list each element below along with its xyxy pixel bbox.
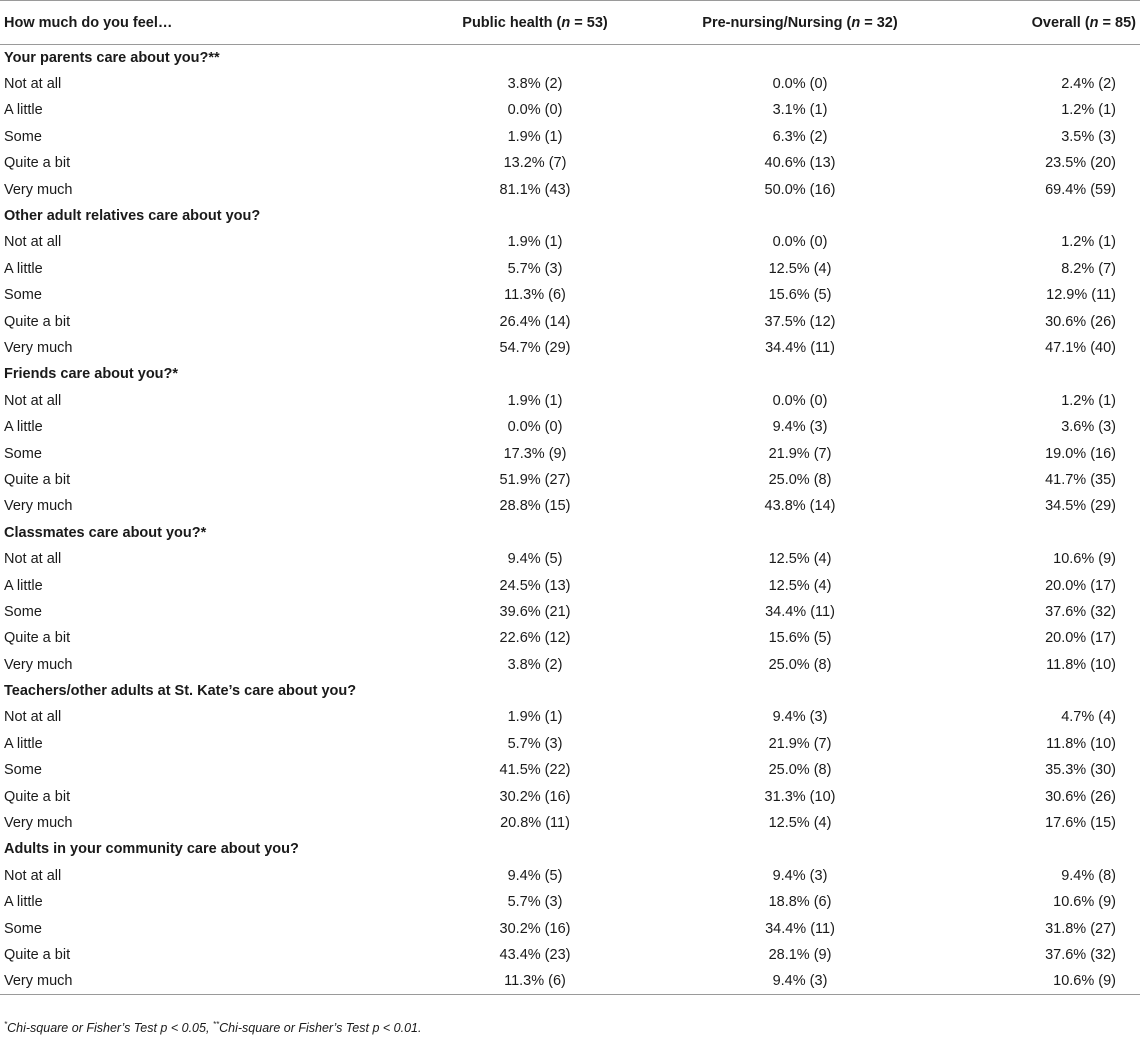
cell-public-health: 11.3% (6) bbox=[504, 973, 566, 990]
cell-public-health: 9.4% (5) bbox=[507, 867, 563, 884]
cell-public-health: 1.9% (1) bbox=[507, 709, 563, 726]
cell-nursing: 12.5% (4) bbox=[768, 577, 832, 594]
row-label: Quite a bit bbox=[4, 788, 71, 805]
table-row bbox=[0, 810, 1140, 836]
section-title: Other adult relatives care about you? bbox=[4, 208, 261, 225]
cell-nursing: 0.0% (0) bbox=[772, 76, 828, 93]
section-header-row bbox=[0, 836, 1140, 862]
cell-overall: 69.4% (59) bbox=[1045, 181, 1116, 198]
section-header-row bbox=[0, 520, 1140, 546]
cell-nursing: 12.5% (4) bbox=[768, 551, 832, 568]
row-label: Not at all bbox=[4, 234, 62, 251]
cell-nursing: 9.4% (3) bbox=[772, 973, 828, 990]
table-row bbox=[0, 783, 1140, 809]
cell-public-health: 30.2% (16) bbox=[499, 788, 571, 805]
row-label: Some bbox=[4, 603, 42, 620]
cell-public-health: 1.9% (1) bbox=[507, 234, 563, 251]
cell-overall: 10.6% (9) bbox=[1053, 894, 1116, 911]
cell-public-health: 51.9% (27) bbox=[499, 471, 571, 488]
cell-nursing: 34.4% (11) bbox=[765, 920, 835, 937]
cell-overall: 10.6% (9) bbox=[1053, 973, 1116, 990]
row-label: Not at all bbox=[4, 76, 62, 93]
row-label: A little bbox=[4, 735, 43, 752]
cell-public-health: 81.1% (43) bbox=[499, 181, 571, 198]
cell-overall: 19.0% (16) bbox=[1045, 445, 1116, 462]
cell-overall: 10.6% (9) bbox=[1053, 551, 1116, 568]
table-row bbox=[0, 176, 1140, 202]
header-public-health: Public health (n = 53) bbox=[462, 14, 608, 31]
table-row bbox=[0, 308, 1140, 334]
cell-public-health: 5.7% (3) bbox=[507, 894, 563, 911]
cell-nursing: 21.9% (7) bbox=[768, 735, 832, 752]
cell-nursing: 40.6% (13) bbox=[764, 155, 836, 172]
row-label: Some bbox=[4, 445, 42, 462]
cell-nursing: 15.6% (5) bbox=[768, 287, 832, 304]
cell-nursing: 25.0% (8) bbox=[768, 762, 832, 779]
table-row bbox=[0, 229, 1140, 255]
row-label: A little bbox=[4, 419, 43, 436]
row-label: Quite a bit bbox=[4, 313, 71, 330]
cell-nursing: 12.5% (4) bbox=[768, 260, 832, 277]
cell-nursing: 15.6% (5) bbox=[768, 630, 832, 647]
row-label: Not at all bbox=[4, 867, 62, 884]
cell-public-health: 39.6% (21) bbox=[499, 603, 571, 620]
cell-public-health: 17.3% (9) bbox=[503, 445, 567, 462]
cell-nursing: 34.4% (11) bbox=[765, 339, 835, 356]
cell-nursing: 25.0% (8) bbox=[768, 471, 832, 488]
cell-overall: 31.8% (27) bbox=[1045, 920, 1116, 937]
row-label: Very much bbox=[4, 339, 73, 356]
section-header-row bbox=[0, 678, 1140, 704]
cell-overall: 37.6% (32) bbox=[1045, 946, 1116, 963]
cell-public-health: 20.8% (11) bbox=[500, 815, 570, 832]
cell-nursing: 31.3% (10) bbox=[764, 788, 836, 805]
cell-overall: 3.5% (3) bbox=[1061, 128, 1116, 145]
table-row bbox=[0, 572, 1140, 598]
cell-public-health: 1.9% (1) bbox=[507, 392, 563, 409]
cell-nursing: 25.0% (8) bbox=[768, 656, 832, 673]
row-label: Not at all bbox=[4, 551, 62, 568]
cell-nursing: 37.5% (12) bbox=[764, 313, 836, 330]
cell-overall: 23.5% (20) bbox=[1045, 155, 1116, 172]
cell-public-health: 24.5% (13) bbox=[499, 577, 571, 594]
cell-nursing: 28.1% (9) bbox=[768, 946, 832, 963]
cell-public-health: 5.7% (3) bbox=[507, 735, 563, 752]
row-label: A little bbox=[4, 894, 43, 911]
row-label: Quite a bit bbox=[4, 946, 71, 963]
cell-public-health: 26.4% (14) bbox=[499, 313, 571, 330]
table-row bbox=[0, 731, 1140, 757]
row-label: A little bbox=[4, 260, 43, 277]
cell-public-health: 13.2% (7) bbox=[503, 155, 567, 172]
cell-nursing: 34.4% (11) bbox=[765, 603, 835, 620]
section-header-row bbox=[0, 45, 1140, 71]
cell-nursing: 43.8% (14) bbox=[764, 498, 836, 515]
cell-nursing: 50.0% (16) bbox=[764, 181, 836, 198]
row-label: Very much bbox=[4, 181, 73, 198]
row-label: Quite a bit bbox=[4, 155, 71, 172]
cell-overall: 34.5% (29) bbox=[1045, 498, 1116, 515]
cell-public-health: 0.0% (0) bbox=[507, 102, 563, 119]
cell-nursing: 3.1% (1) bbox=[772, 102, 828, 119]
header-row bbox=[0, 1, 1140, 45]
table-row bbox=[0, 968, 1140, 994]
table-row bbox=[0, 388, 1140, 414]
table-row bbox=[0, 440, 1140, 466]
cell-nursing: 21.9% (7) bbox=[768, 445, 832, 462]
cell-public-health: 1.9% (1) bbox=[507, 128, 563, 145]
cell-overall: 4.7% (4) bbox=[1061, 709, 1116, 726]
cell-overall: 35.3% (30) bbox=[1045, 762, 1116, 779]
table-row bbox=[0, 651, 1140, 677]
cell-overall: 17.6% (15) bbox=[1045, 815, 1116, 832]
cell-nursing: 12.5% (4) bbox=[768, 815, 832, 832]
cell-overall: 1.2% (1) bbox=[1061, 392, 1116, 409]
row-label: Some bbox=[4, 762, 42, 779]
table-row bbox=[0, 414, 1140, 440]
cell-overall: 37.6% (32) bbox=[1045, 603, 1116, 620]
row-label: Quite a bit bbox=[4, 471, 71, 488]
row-label: Some bbox=[4, 920, 42, 937]
table-body bbox=[0, 45, 1140, 995]
table-row bbox=[0, 889, 1140, 915]
cell-public-health: 30.2% (16) bbox=[499, 920, 571, 937]
table-row bbox=[0, 942, 1140, 968]
cell-public-health: 54.7% (29) bbox=[499, 339, 571, 356]
section-header-row bbox=[0, 203, 1140, 229]
table-row bbox=[0, 704, 1140, 730]
cell-public-health: 22.6% (12) bbox=[499, 630, 571, 647]
table-row bbox=[0, 546, 1140, 572]
cell-nursing: 9.4% (3) bbox=[772, 419, 828, 436]
table-row bbox=[0, 757, 1140, 783]
cell-overall: 1.2% (1) bbox=[1061, 234, 1116, 251]
section-title: Your parents care about you?** bbox=[4, 49, 220, 66]
table-row bbox=[0, 256, 1140, 282]
cell-nursing: 0.0% (0) bbox=[772, 234, 828, 251]
cell-overall: 2.4% (2) bbox=[1061, 76, 1116, 93]
row-label: A little bbox=[4, 102, 43, 119]
table-footnote: *Chi-square or Fisher’s Test p < 0.05, **Chi-square or Fisher’s Test p < 0.01. bbox=[4, 1020, 422, 1036]
cell-public-health: 11.3% (6) bbox=[504, 287, 566, 304]
cell-public-health: 3.8% (2) bbox=[507, 76, 563, 93]
section-title: Classmates care about you?* bbox=[4, 524, 207, 541]
table-row bbox=[0, 493, 1140, 519]
cell-overall: 1.2% (1) bbox=[1061, 102, 1116, 119]
cell-overall: 30.6% (26) bbox=[1045, 788, 1116, 805]
cell-nursing: 6.3% (2) bbox=[772, 128, 828, 145]
cell-overall: 3.6% (3) bbox=[1061, 419, 1116, 436]
table-row bbox=[0, 97, 1140, 123]
table-row bbox=[0, 282, 1140, 308]
table-row bbox=[0, 863, 1140, 889]
cell-public-health: 5.7% (3) bbox=[507, 260, 563, 277]
cell-overall: 30.6% (26) bbox=[1045, 313, 1116, 330]
table-row bbox=[0, 124, 1140, 150]
row-label: Not at all bbox=[4, 709, 62, 726]
row-label: Some bbox=[4, 287, 42, 304]
cell-overall: 11.8% (10) bbox=[1046, 656, 1116, 673]
row-label: A little bbox=[4, 577, 43, 594]
row-label: Very much bbox=[4, 656, 73, 673]
cell-nursing: 0.0% (0) bbox=[772, 392, 828, 409]
header-question: How much do you feel… bbox=[4, 14, 173, 31]
row-label: Very much bbox=[4, 973, 73, 990]
cell-nursing: 9.4% (3) bbox=[772, 867, 828, 884]
section-title: Friends care about you?* bbox=[4, 366, 179, 383]
cell-public-health: 43.4% (23) bbox=[499, 946, 571, 963]
cell-public-health: 0.0% (0) bbox=[507, 419, 563, 436]
table-row bbox=[0, 150, 1140, 176]
cell-overall: 20.0% (17) bbox=[1045, 577, 1116, 594]
cell-nursing: 9.4% (3) bbox=[772, 709, 828, 726]
cell-public-health: 28.8% (15) bbox=[499, 498, 571, 515]
cell-overall: 11.8% (10) bbox=[1046, 735, 1116, 752]
cell-public-health: 41.5% (22) bbox=[499, 762, 571, 779]
row-label: Quite a bit bbox=[4, 630, 71, 647]
row-label: Very much bbox=[4, 498, 73, 515]
section-title: Adults in your community care about you? bbox=[4, 841, 299, 858]
table-row bbox=[0, 625, 1140, 651]
cell-overall: 41.7% (35) bbox=[1045, 471, 1116, 488]
section-header-row bbox=[0, 361, 1140, 387]
cell-overall: 8.2% (7) bbox=[1061, 260, 1116, 277]
section-title: Teachers/other adults at St. Kate’s care about you? bbox=[4, 683, 357, 700]
cell-nursing: 18.8% (6) bbox=[768, 894, 832, 911]
cell-overall: 12.9% (11) bbox=[1046, 287, 1116, 304]
table-row bbox=[0, 71, 1140, 97]
table-row bbox=[0, 599, 1140, 625]
header-overall: Overall (n = 85) bbox=[1031, 14, 1136, 31]
cell-overall: 9.4% (8) bbox=[1061, 867, 1116, 884]
cell-public-health: 3.8% (2) bbox=[507, 656, 563, 673]
cell-overall: 47.1% (40) bbox=[1045, 339, 1116, 356]
table-header bbox=[0, 1, 1140, 45]
row-label: Very much bbox=[4, 815, 73, 832]
table-row bbox=[0, 335, 1140, 361]
cell-public-health: 9.4% (5) bbox=[507, 551, 563, 568]
row-label: Some bbox=[4, 128, 42, 145]
table-row bbox=[0, 467, 1140, 493]
table-row bbox=[0, 915, 1140, 941]
header-nursing: Pre-nursing/Nursing (n = 32) bbox=[702, 14, 898, 31]
row-label: Not at all bbox=[4, 392, 62, 409]
cell-overall: 20.0% (17) bbox=[1045, 630, 1116, 647]
